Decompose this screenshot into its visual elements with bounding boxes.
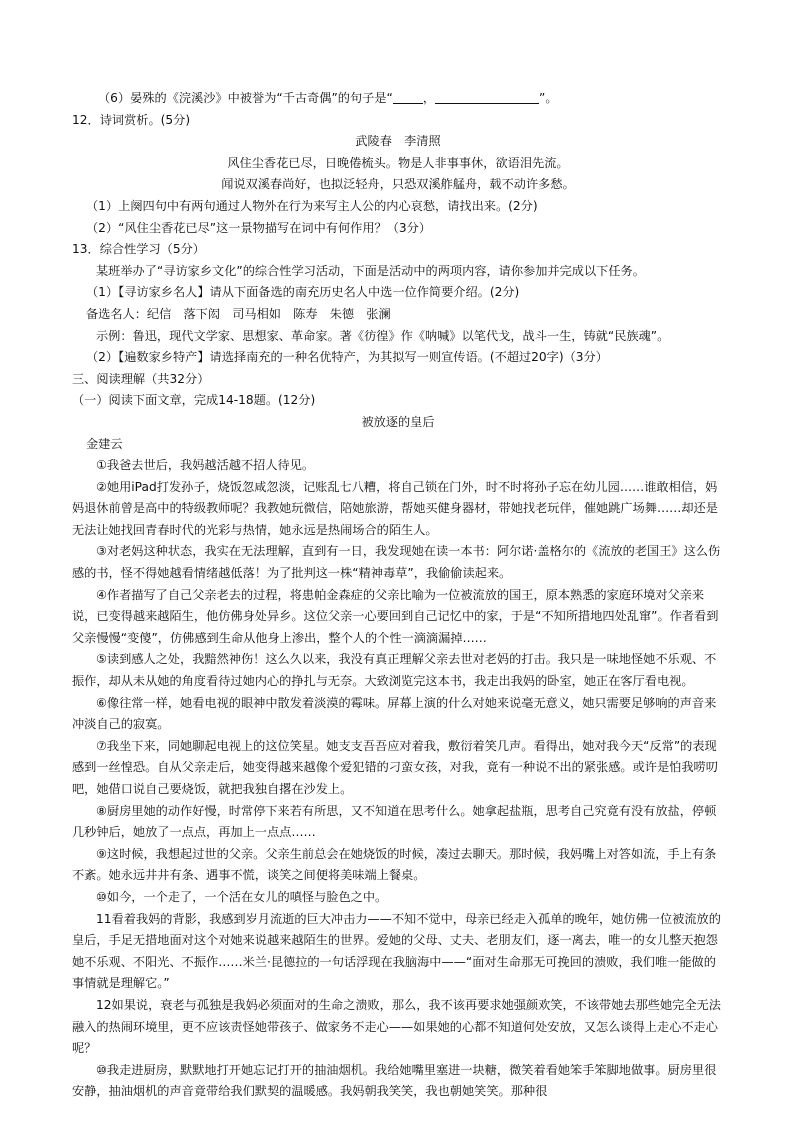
poem-title: 武陵春 李清照 [355,134,441,149]
article-paragraph: ⑩我走进厨房，默默地打开她忘记打开的抽油烟机。我给她嘴里塞进一块糖，微笑着看她笨手笨脚地做事。厨房里很安静，抽油烟机的声音竟带给我们默契的温暖感。我妈朝我笑笑，我也朝她笑笑。那种很 [72,1062,717,1099]
example-text: 示例：鲁迅，现代文学家、思想家、革命家。著《彷徨》作《呐喊》以笔代戈，战斗一生，铸就“民族魂”。 [96,328,670,343]
question-6-line [72,88,724,110]
q6-suffix: ”。 [539,91,558,105]
article-title: 被放逐的皇后 [361,414,435,429]
question-13-intro: 某班举办了“寻访家乡文化”的综合性学习活动，下面是活动中的两项内容，请你参加并完成以下任务。 [96,263,645,278]
question-13-title: 13．综合性学习（5分） [72,242,205,257]
question-12-sub1: （1）上阕四句中有两句通过人物外在行为来写主人公的内心哀愁，请找出来。(2分) [86,198,538,213]
answer-blank-1[interactable] [393,89,423,104]
candidate-list: 备选名人：纪信 落下闳 司马相如 陈寿 朱德 张澜 [86,306,391,321]
article-paragraph: ⑥像往常一样，她看电视的眼神中散发着淡漠的霉味。屏幕上演的什么对她来说毫无意义，她只需要足够响的声音来冲淡自己的寂寞。 [72,695,717,732]
section-3-title: 三、阅读理解（共32分） [72,371,210,386]
document-page [72,88,724,1103]
question-13-sub1: （1）【寻访家乡名人】请从下面备选的南充历史名人中选一位作简要介绍。(2分) [86,285,520,300]
q6-prefix: （6）晏殊的《浣溪沙》中被誉为“千古奇偶”的句子是“ [98,91,393,105]
article-paragraph: ④作者描写了自己父亲老去的过程，将患帕金森症的父亲比喻为一位被流放的国王，原本熟悉的家庭环境对父亲来说，已变得越来越陌生，他仿佛身处异乡。这位父亲一心要回到自己记忆中的家，于是“不知所措地四处乱窜”。作者看到父亲慢慢“变傻”，仿佛感到生命从他身上渗出，整个人的个性一滴滴漏掉…… [72,587,719,645]
article-paragraph: ①我爸去世后，我妈越活越不招人待见。 [96,458,315,473]
question-12-title: 12．诗词赏析。(5分) [72,112,191,127]
article-paragraph: 11看着我妈的背影，我感到岁月流逝的巨大冲击力——不知不觉中，母亲已经走入孤单的晚年，她仿佛一位被流放的皇后，手足无措地面对这个对她来说越来越陌生的世界。爱她的父母、丈夫、老朋友们，逐一离去，唯一的女儿整天抱怨她不乐观、不阳光、不振作……米兰·昆德拉的一句话浮现在我脑海中——“面对生命那无可挽回的溃败，我们唯一能做的事情就是理解它。” [72,911,721,991]
article-paragraph: ⑤读到感人之处，我黯然神伤！这么久以来，我没有真正理解父亲去世对老妈的打击。我只是一味地怪她不乐观、不振作，却从未从她的角度看待过她内心的挣扎与无奈。大致浏览完这本书，我走出我妈的卧室，她正在客厅看电视。 [72,652,717,689]
article-paragraph: ②她用iPad打发孙子，烧饭忽咸忽淡，记账乱七八糟，将自己锁在门外，时不时将孙子忘在幼儿园……谁敢相信，妈妈退休前曾是高中的特级教师呢？我教她玩微信，陪她旅游，帮她买健身器材，带她找老玩伴，催她跳广场舞……却还是无法让她找回青春时代的光彩与热情，她永远是热闹场合的陌生人。 [72,479,718,537]
article-paragraph: ⑦我坐下来，同她聊起电视上的这位笑星。她支支吾吾应对着我，敷衍着笑几声。看得出，她对我今天“反常”的表现感到一丝惶恐。自从父亲走后，她变得越来越像个爱犯错的刁蛮女孩，对我，竟有一种说不出的紧张感。或许是怕我唠叨吧，她借口说自己要烧饭，就把我独自撂在沙发上。 [72,738,718,796]
answer-blank-2[interactable] [435,89,539,104]
article-paragraph: ⑧厨房里她的动作好慢，时常停下来若有所思，又不知道在思考什么。她拿起盐瓶，思考自己究竟有没有放盐，停顿几秒钟后，她放了一点点，再加上一点点…… [72,803,717,840]
article-paragraph: 12如果说，衰老与孤独是我妈必须面对的生命之溃败，那么，我不该再要求她强颜欢笑，不该带她去那些她完全无法融入的热闹环境里，更不应该责怪她带孩子、做家务不走心——如果她的心都不知道何处安放，又怎么谈得上走心不走心呢？ [72,997,721,1056]
question-13-sub2: （2）【遍数家乡特产】请选择南充的一种名优特产，为其拟写一则宣传语。(不超过20字)（3分） [86,350,608,365]
poem-line-2: 闻说双溪春尚好，也拟泛轻舟，只恐双溪舴艋舟，载不动许多愁。 [221,177,575,192]
question-12-sub2: （2）“风住尘香花已尽”这一景物描写在词中有何作用？（3分） [86,220,432,235]
article-paragraph: ③对老妈这种状态，我实在无法理解，直到有一日，我发现她在读一本书：阿尔诺·盖格尔的《流放的老国王》这么伤感的书，怪不得她越看情绪越低落！为了批判这一株“精神毒草”，我偷偷读起来。 [72,544,721,581]
q6-separator: ， [422,91,436,105]
article-paragraph: ⑨这时候，我想起过世的父亲。父亲生前总会在她烧饭的时候，凑过去聊天。那时候，我妈嘴上对答如流，手上有条不紊。她永远井井有条、遇事不慌，谈笑之间便将美味端上餐桌。 [72,846,717,883]
poem-line-1: 风住尘香花已尽，日晚倦梳头。物是人非事事休，欲语泪先流。 [227,155,569,170]
article-paragraph: ⑩如今，一个走了，一个活在女儿的嗔怪与脸色之中。 [96,889,388,904]
reading-part-1-instructions: （一）阅读下面文章，完成14-18题。(12分) [72,393,316,408]
article-author: 金建云 [86,436,123,451]
